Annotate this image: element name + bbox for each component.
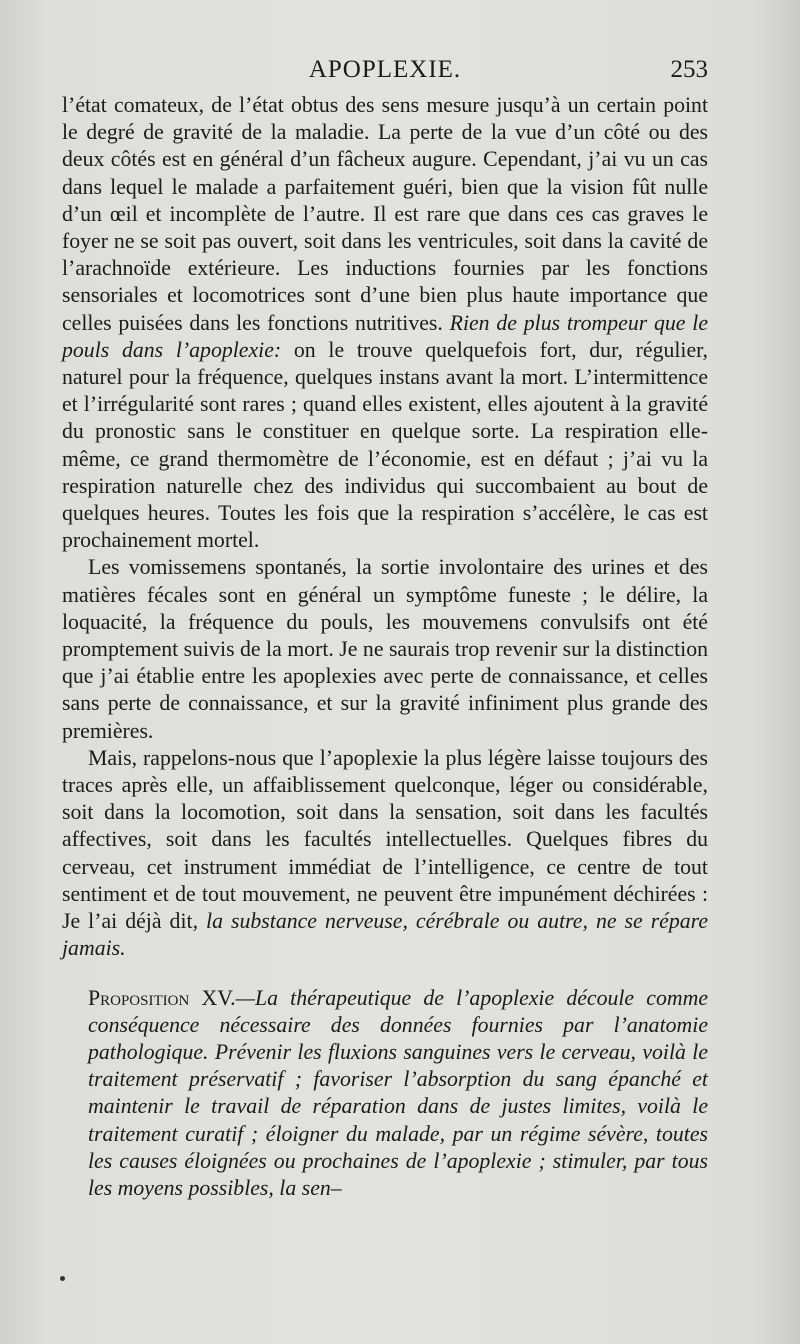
page-body [62, 92, 708, 1202]
paragraph-3 [62, 745, 708, 963]
paragraph-1-text: l’état comateux, de l’état obtus des sens mesure jusqu’à un certain point le degré de gravité de la maladie. La perte de la vue d’un côté ou des deux côtés est en général d’un fâcheux augure. Cependant, j’ai vu un cas dans lequel le malade a parfaitement guéri, bien que la vision fût nulle d’un œil et incomplète de l’autre. Il est rare que dans ces cas graves le foyer ne se soit pas ouvert, soit dans les ventricules, soit dans la cavité de l’arachnoïde extérieure. Les inductions fournies par les fonctions sensoriales et locomotrices sont d’une bien plus haute importance que celles puisées dans les fonctions nutritives. [62, 93, 708, 335]
paragraph-1 [62, 92, 708, 554]
paragraph-2: Les vomissemens spontanés, la sortie involontaire des urines et des matières fécales sont en général un symptôme funeste ; le délire, la loquacité, la fréquence du pouls, les mouvemens convulsifs ont été promptement suivis de la mort. Je ne saurais trop revenir sur la distinction que j’ai établie entre les apoplexies avec perte de connaissance, et celles sans perte de connaissance, et sur la gravité infiniment plus grande des premières. [62, 555, 708, 743]
section-gap [62, 963, 708, 985]
paragraph-3-italic: la substance nerveuse, cérébrale ou autre, ne se répare jamais. [62, 909, 709, 961]
proposition-label: Proposition XV. [88, 985, 236, 1010]
page-number: 253 [670, 56, 708, 83]
ink-speck [60, 1276, 65, 1281]
running-title: APOPLEXIE. [308, 56, 462, 83]
paragraph-1-end: on le trouve quelquefois fort, dur, régulier, naturel pour la fréquence, quelques instans avant la mort. L’intermittence et l’irrégularité sont rares ; quand elles existent, elles ajoutent à la gravité du pronostic sans le constituer en quelque sorte. La respiration elle-même, ce grand thermomètre de l’économie, est en défaut ; j’ai vu la respiration naturelle chez des individus qui succombaient au bout de quelques heures. Toutes les fois que la respiration s’accélère, le cas est prochainement mortel. [62, 337, 708, 553]
paragraph-1-italic: Rien de plus trompeur que le pouls dans l’apoplexie: [62, 310, 708, 362]
page-header [62, 56, 708, 90]
paragraph-3-text: Mais, rappelons-nous que l’apoplexie la plus légère laisse toujours des traces après elle, un affaiblissement quelconque, léger ou considérable, soit dans la locomotion, soit dans la sensation, soit dans les facultés affectives, soit dans les facultés intellectuelles. Quelques fibres du cerveau, cet instrument immédiat de l’intelligence, ce centre de tout sentiment et de tout mouvement, ne peuvent être impunément déchirées : Je l’ai déjà dit, [62, 745, 708, 934]
proposition-text: —La thérapeutique de l’apoplexie découle comme conséquence nécessaire des données fournies par l’anatomie pathologique. Prévenir les fluxions sanguines vers le cerveau, voilà le traitement préservatif ; favoriser l’absorption du sang épanché et maintenir le travail de réparation dans de justes limites, voilà le traitement curatif ; éloigner du malade, par un régime sévère, toutes les causes éloignées ou prochaines de l’apoplexie ; stimuler, par tous les moyens possibles, la sen– [88, 985, 708, 1200]
proposition-xv [62, 985, 708, 1203]
